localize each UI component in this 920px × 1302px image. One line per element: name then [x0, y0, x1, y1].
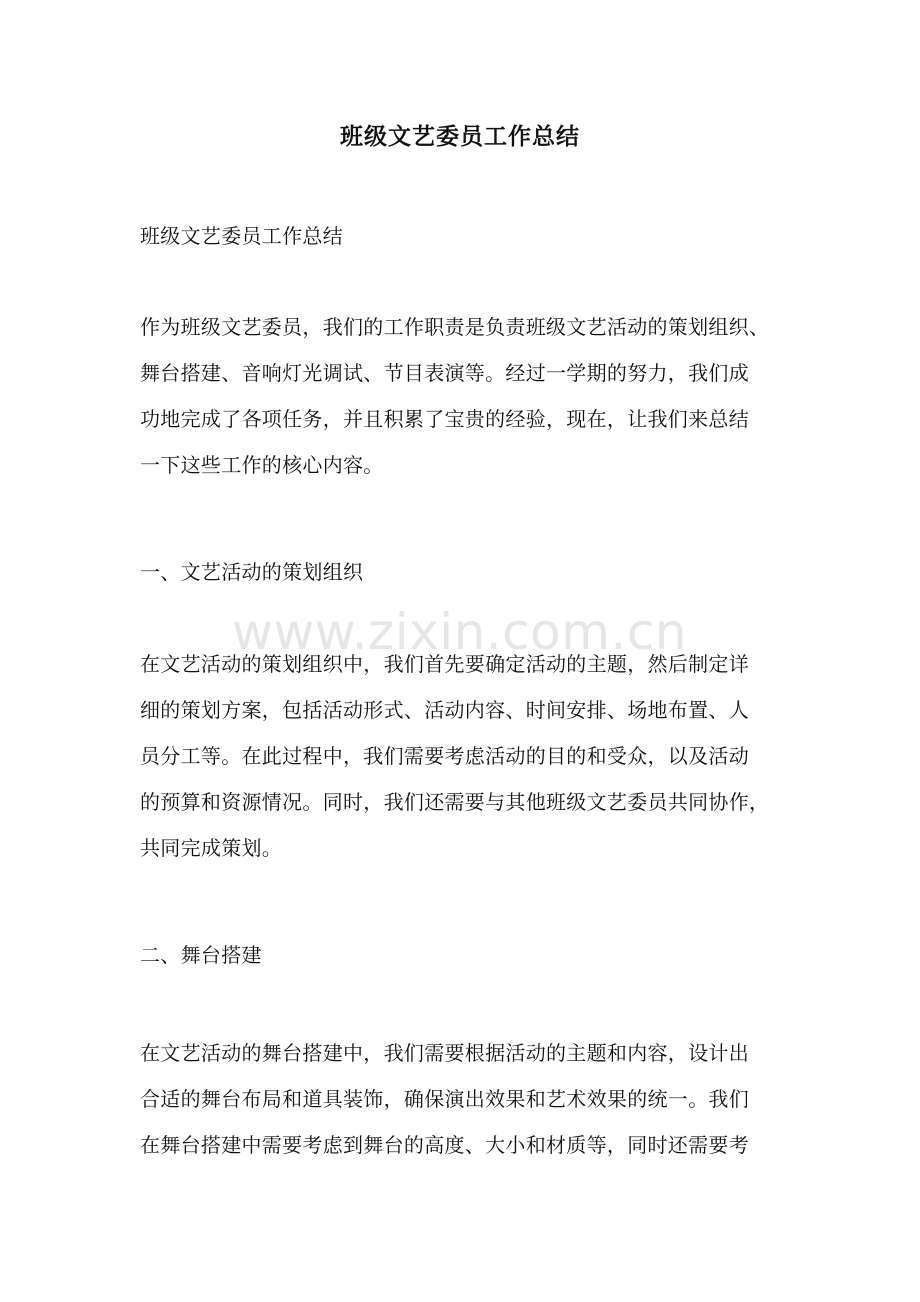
section2-heading	[140, 932, 820, 978]
subtitle-text: 班级文艺委员工作总结	[140, 224, 343, 248]
paragraph-line: 功地完成了各项任务，并且积累了宝贵的经验，现在，让我们来总结	[140, 407, 749, 431]
paragraph-line: 舞台搭建、音响灯光调试、节目表演等。经过一学期的努力，我们成	[140, 361, 749, 385]
section-heading-text: 二、舞台搭建	[140, 943, 262, 967]
intro-paragraph	[140, 304, 820, 488]
watermark: www.zixin.com.cn	[232, 603, 688, 661]
paragraph-line: 的预算和资源情况。同时，我们还需要与其他班级文艺委员共同协作，	[140, 790, 770, 814]
paragraph-line: 一下这些工作的核心内容。	[140, 453, 384, 477]
document-subtitle	[140, 213, 820, 259]
paragraph-line: 合适的舞台布局和道具装饰，确保演出效果和艺术效果的统一。我们	[140, 1087, 749, 1111]
paragraph-line: 作为班级文艺委员，我们的工作职责是负责班级文艺活动的策划组织、	[140, 315, 770, 339]
paragraph-line: 员分工等。在此过程中，我们需要考虑活动的目的和受众，以及活动	[140, 744, 749, 768]
paragraph-line: 在文艺活动的策划组织中，我们首先要确定活动的主题，然后制定详	[140, 652, 749, 676]
paragraph-line: 在文艺活动的舞台搭建中，我们需要根据活动的主题和内容，设计出	[140, 1041, 749, 1065]
section1-paragraph	[140, 641, 820, 871]
section-heading-text: 一、文艺活动的策划组织	[140, 560, 364, 584]
paragraph-line: 共同完成策划。	[140, 836, 283, 860]
section2-paragraph	[140, 1030, 820, 1168]
paragraph-line: 在舞台搭建中需要考虑到舞台的高度、大小和材质等，同时还需要考	[140, 1133, 749, 1157]
document-title: 班级文艺委员工作总结	[340, 123, 580, 150]
paragraph-line: 细的策划方案，包括活动形式、活动内容、时间安排、场地布置、人	[140, 698, 749, 722]
section1-heading	[140, 549, 820, 595]
